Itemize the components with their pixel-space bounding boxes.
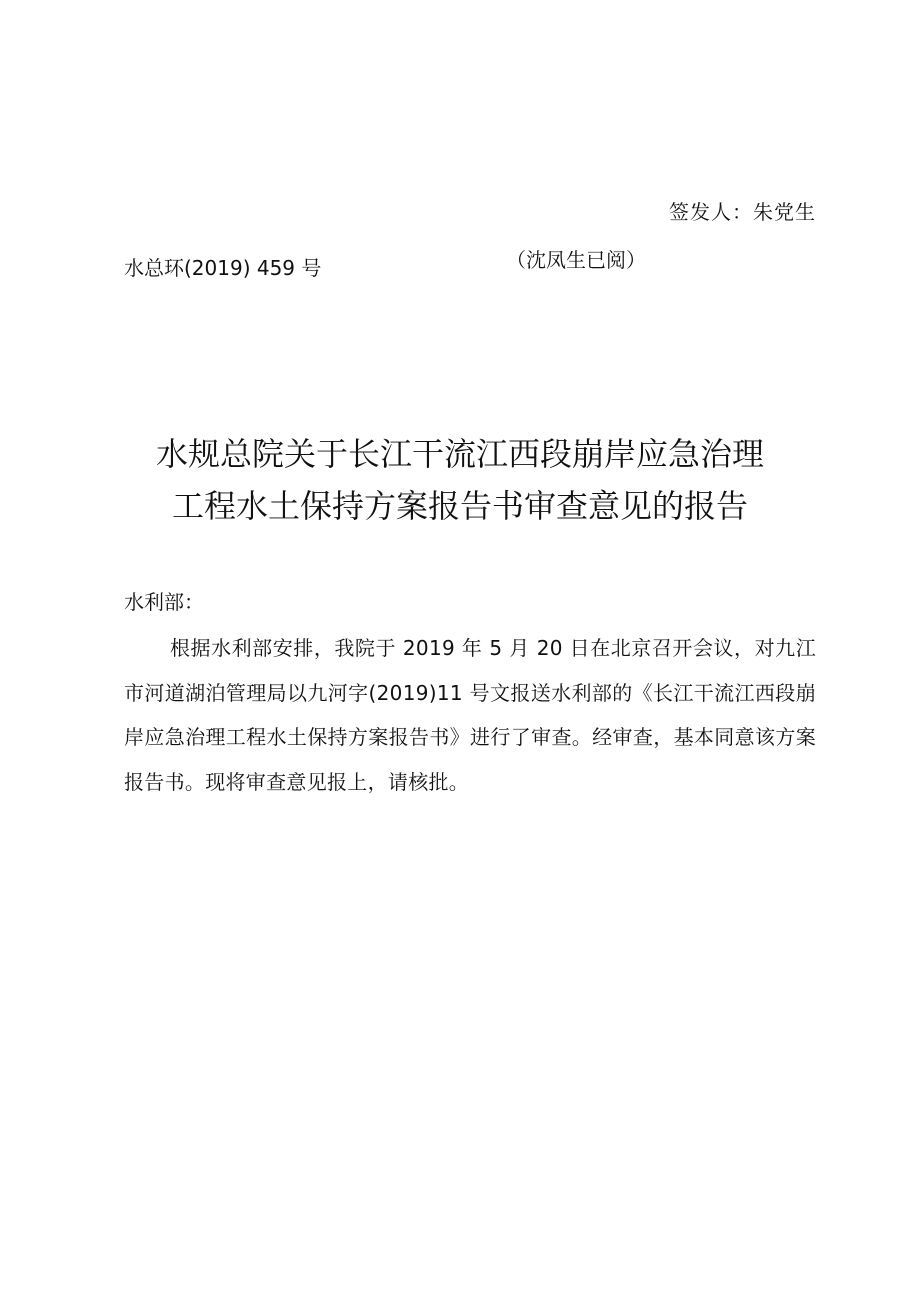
title-line-2: 工程水土保持方案报告书审查意见的报告 [171, 487, 748, 525]
body-paragraph: 根据水利部安排，我院于 2019 年 5 月 20 日在北京召开会议，对九江市河道湖泊管理局以九河字(2019)11 号文报送水利部的《长江干流江西段崩岸应急治理工程水土保持方案报告书》进行了审查。经审查，基本同意该方案报告书。现将审查意见报上，请核批。 [124, 636, 816, 794]
read-note: （沈凤生已阅） [506, 248, 646, 272]
document-title [0, 428, 920, 532]
recipient: 水利部： [124, 590, 204, 614]
signer-line: 签发人：朱党生 [669, 200, 816, 224]
title-line-1: 水规总院关于长江干流江西段崩岸应急治理 [155, 435, 764, 473]
document-number: 水总环(2019) 459 号 [124, 256, 322, 280]
